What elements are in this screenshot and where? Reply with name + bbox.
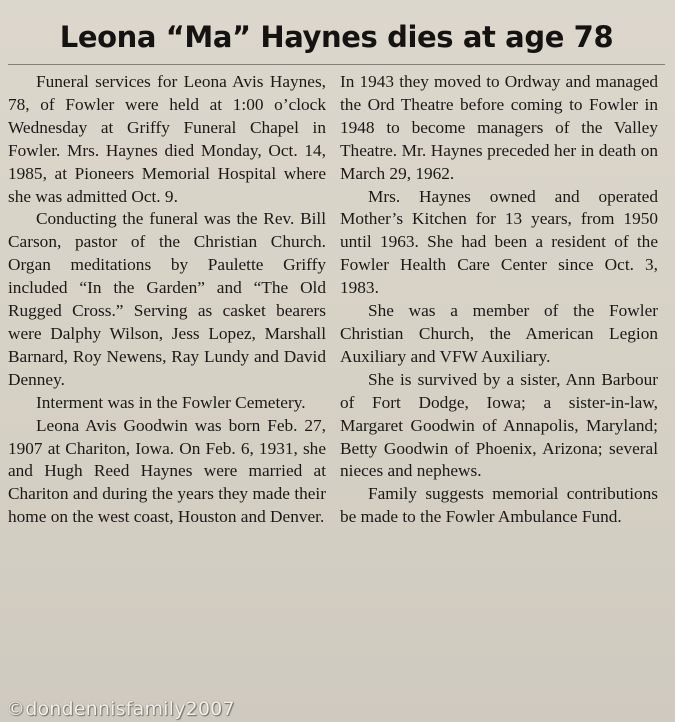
left-column xyxy=(8,71,326,529)
paragraph-funeral-services: Funeral services for Leona Avis Haynes, 78, of Fowler were held at 1:00 o’clock Wednesday at Griffy Funeral Chapel in Fowler. Mrs. Haynes died Monday, Oct. 14, 1985, at Pioneers Memorial Hospital where she was admitted Oct. 9. xyxy=(8,72,326,206)
paragraph-survivors: She is survived by a sister, Ann Barbour of Fort Dodge, Iowa; a sister-in-law, Margaret Goodwin of Annapolis, Maryland; Betty Goodwin of Phoenix, Arizona; several nieces and nephews. xyxy=(340,369,658,481)
paragraph-memberships: She was a member of the Fowler Christian Church, the American Legion Auxiliary and VFW Auxiliary. xyxy=(340,301,658,366)
right-column xyxy=(340,71,658,529)
headline: Leona “Ma” Haynes dies at age 78 xyxy=(59,20,614,54)
paragraph-interment: Interment was in the Fowler Cemetery. xyxy=(36,392,306,412)
paragraph-conducting-funeral: Conducting the funeral was the Rev. Bill Carson, pastor of the Christian Church. Organ meditations by Paulette Griffy included “In the Garden” and “The Old Rugged Cross.” Serving as casket bearers were Dalphy Wilson, Jess Lopez, Marshall Barnard, Roy Newens, Ray Lundy and David Denney. xyxy=(8,209,326,389)
paragraph-mothers-kitchen: Mrs. Haynes owned and operated Mother’s Kitchen for 13 years, from 1950 until 1963. She had been a resident of the Fowler Health Care Center since Oct. 3, 1983. xyxy=(340,186,658,298)
headline-rule xyxy=(8,64,665,65)
paragraph-memorial-contributions: Family suggests memorial contributions be made to the Fowler Ambulance Fund. xyxy=(340,484,658,527)
paragraph-birth-marriage: Leona Avis Goodwin was born Feb. 27, 1907 at Chariton, Iowa. On Feb. 6, 1931, she and Hugh Reed Haynes were married at Chariton and during the years they made their home on the west coast, Houston and Denver. xyxy=(8,415,326,527)
paragraph-ordway-theatre: In 1943 they moved to Ordway and managed the Ord Theatre before coming to Fowler in 1948 to become managers of the Valley Theatre. Mr. Haynes preceded her in death on March 29, 1962. xyxy=(340,72,658,183)
copyright-watermark: ©dondennisfamily2007 xyxy=(6,698,235,720)
article-body xyxy=(8,71,665,529)
